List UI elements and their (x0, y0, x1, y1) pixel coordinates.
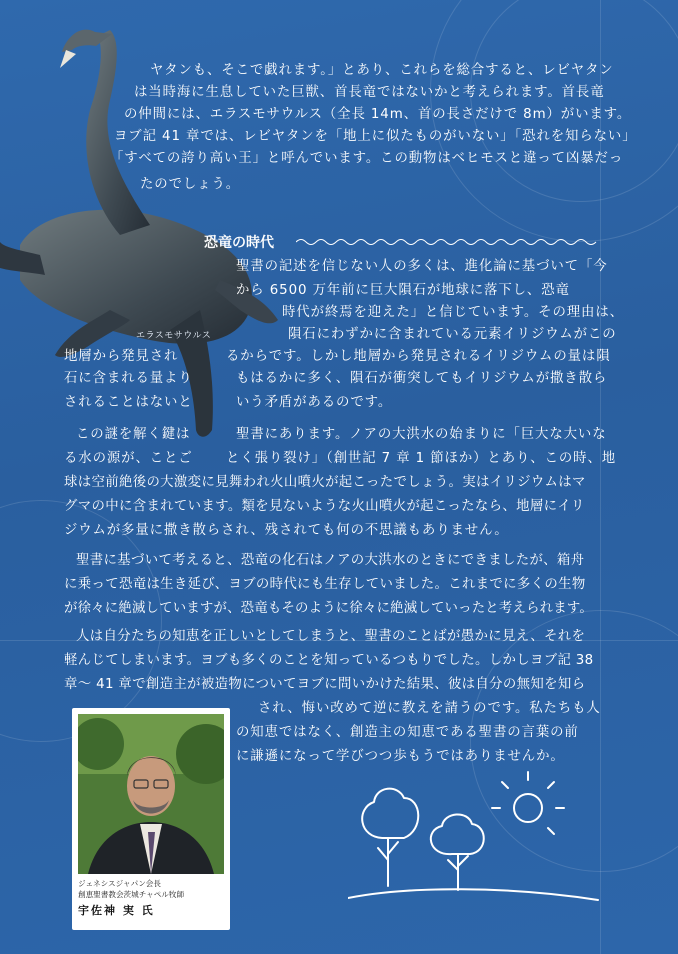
paragraph-line: 石に含まれる量より (64, 371, 193, 386)
author-portrait-illustration (78, 714, 224, 874)
paragraph-line: されることはないと (64, 395, 193, 410)
paragraph-line: グマの中に含まれています。類を見ないような火山噴火が起こったなら、地層にイリ (64, 499, 585, 514)
paragraph-line: 時代が終焉を迎えた」と信じています。その理由は、 (282, 305, 624, 320)
author-title-line1: ジェネシスジャパン会長 (78, 879, 161, 888)
paragraph-line: され、悔い改めて逆に教えを請うのです。私たちも人 (258, 701, 601, 716)
paragraph-line: るからです。しかし地層から発見されるイリジウムの量は隕 (226, 349, 611, 364)
paragraph-line: 聖書に基づいて考えると、恐竜の化石はノアの大洪水のときにできましたが、箱舟 (76, 553, 585, 568)
paragraph-line: 軽んじてしまいます。ヨブも多くのことを知っているつもりでした。しかしヨブ記 38 (64, 653, 594, 668)
paragraph-line: もはるかに多く、隕石が衝突してもイリジウムが撒き散ら (236, 371, 608, 386)
author-profile-card (72, 708, 230, 930)
trees-and-sun-illustration (348, 768, 608, 928)
paragraph-line: 地層から発見され (64, 349, 179, 364)
paragraph-line: 「すべての誇り高い王」と呼んでいます。この動物はベヒモスと違って凶暴だっ (110, 151, 624, 166)
paragraph-line: の仲間には、エラスモサウルス（全長 14m、首の長さだけで 8m）がいます。 (124, 107, 632, 122)
paragraph-line: は当時海に生息していた巨獣、首長竜ではないかと考えられます。首長竜 (134, 85, 605, 100)
illustration-caption: エラスモサウルス (136, 331, 212, 341)
author-title-line2: 創恵聖書教会茨城チャペル牧師 (78, 890, 185, 899)
paragraph-line: 聖書の記述を信じない人の多くは、進化論に基づいて「今 (236, 259, 608, 274)
paragraph-line: ヨブ記 41 章では、レビヤタンを「地上に似たものがいない」「恐れを知らない」 (114, 129, 637, 144)
author-photo (78, 714, 224, 874)
paragraph-line: に乗って恐竜は生き延び、ヨブの時代にも生存していました。これまでに多くの生物 (64, 577, 586, 592)
paragraph-line: 聖書にあります。ノアの大洪水の始まりに「巨大な大いな (236, 427, 607, 442)
paragraph-line: ジウムが多量に撒き散らされ、残されても何の不思議もありません。 (64, 523, 509, 538)
paragraph-line: 隕石にわずかに含まれている元素イリジウムがこの (288, 327, 617, 342)
paragraph-line: いう矛盾があるのです。 (236, 395, 393, 410)
section-heading: 恐竜の時代 (204, 235, 274, 251)
paragraph-line: たのでしょう。 (140, 177, 241, 192)
paragraph-line: ヤタンも、そこで戯れます。」とあり、これらを総合すると、レビヤタン (150, 63, 614, 78)
paragraph-line: から 6500 万年前に巨大隕石が地球に落下し、恐竜 (236, 283, 570, 298)
paragraph-line: の知恵ではなく、創造主の知恵である聖書の言葉の前 (236, 725, 579, 740)
paragraph-line: に謙遜になって学びつつ歩もうではありませんか。 (236, 749, 565, 764)
paragraph-line: 章～ 41 章で創造主が被造物についてヨブに問いかけた結果、彼は自分の無知を知ら (64, 677, 586, 692)
paragraph-line: 球は空前絶後の大激変に見舞われ火山噴火が起こったでしょう。実はイリジウムはマ (64, 475, 586, 490)
paragraph-line: 人は自分たちの知恵を正しいとしてしまうと、聖書のことばが愚かに見え、それを (76, 629, 586, 644)
paragraph-line: が徐々に絶滅していますが、恐竜もそのように徐々に絶滅していったと考えられます。 (64, 601, 593, 616)
paragraph-line: る水の源が、ことご (64, 451, 193, 466)
paragraph-line: この謎を解く鍵は (76, 427, 191, 442)
author-name: 宇佐神 実 氏 (78, 904, 155, 917)
paragraph-line: とく張り裂け」（創世記 7 章 1 節ほか）とあり、この時、地 (226, 451, 617, 466)
wavy-divider (296, 236, 606, 248)
